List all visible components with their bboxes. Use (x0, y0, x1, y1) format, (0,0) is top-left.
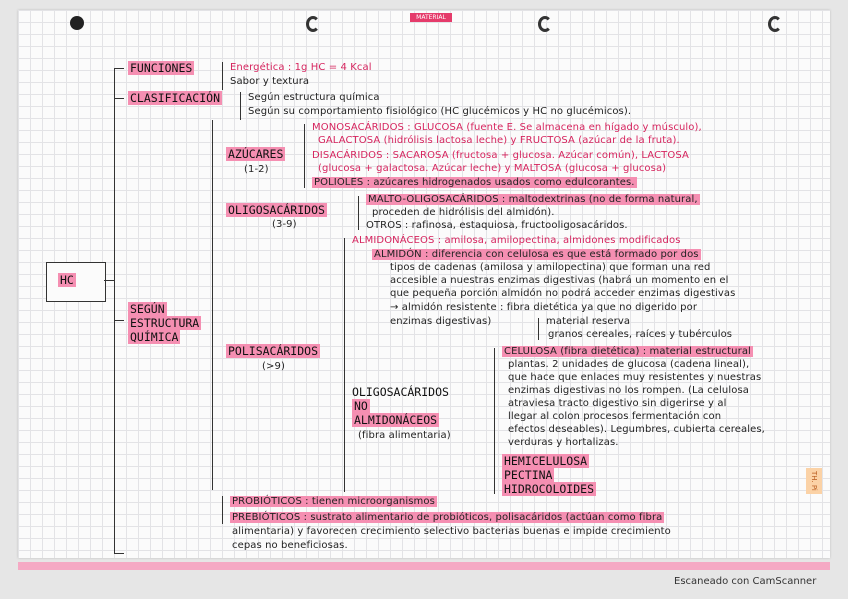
oligo-range: (3-9) (272, 219, 297, 230)
probioticos: PROBIÓTICOS : tienen microorganismos (232, 496, 435, 507)
almidon-line4: que pequeña porción almidón no podrá acceder enzimas digestivas (390, 288, 736, 299)
prebioticos-line3: cepas no beneficiosas. (232, 540, 348, 551)
clasificacion-estructura: Según estructura química (248, 92, 380, 103)
connector (104, 280, 114, 281)
scanner-footer: Escaneado con CamScanner (674, 576, 817, 587)
malto-oligosacaridos: MALTO-OLIGOSACÁRIDOS : maltodextrinas (no de forma natural, (368, 194, 698, 205)
connector (114, 98, 124, 99)
estructura-line1: SEGÚN (130, 302, 165, 316)
almidon-line3: accesible a nuestras enzimas digestivas (habrá un momento en el (390, 275, 729, 286)
funciones-heading: FUNCIONES (130, 61, 193, 75)
no-almid-line3: ALMIDONÁCEOS (354, 413, 438, 427)
binder-hole (306, 16, 320, 32)
oligo-heading: OLIGOSACÁRIDOS (228, 203, 325, 217)
poli-heading: POLISACÁRIDOS (228, 344, 319, 358)
funciones-energetica: Energética : 1g HC = 4 Kcal (230, 62, 372, 73)
brace (304, 124, 305, 188)
brace (358, 196, 359, 230)
estructura-line3: QUÍMICA (130, 330, 179, 344)
clasificacion-fisiologico: Según su comportamiento fisiológico (HC glucémicos y HC no glucémicos). (248, 106, 632, 117)
oligo-otros: OTROS : rafinosa, estaquiosa, fructooligosacáridos. (366, 220, 628, 231)
funciones-sabor: Sabor y textura (230, 76, 310, 87)
side-tab: TH. Pi (806, 468, 822, 494)
almidon-line2: tipos de cadenas (amilosa y amilopectina) que forman una red (390, 262, 711, 273)
estructura-line2: ESTRUCTURA (130, 316, 200, 330)
celulosa-line8: verduras y hortalizas. (508, 437, 619, 448)
main-brace (114, 68, 115, 554)
no-almid-line1: OLIGOSACÁRIDOS (352, 385, 449, 399)
hemicelulosa: HEMICELULOSA (504, 454, 588, 468)
celulosa-line7: efectos deseables). Legumbres, cubierta cereales, (508, 424, 765, 435)
no-almid-line2: NO (354, 399, 368, 413)
root-box (46, 262, 106, 302)
azucares-heading: AZÚCARES (228, 147, 284, 161)
poli-range: (>9) (262, 361, 285, 372)
disacaridos: DISACÁRIDOS : SACAROSA (fructosa + glucosa. Azúcar común), LACTOSA (312, 150, 689, 161)
root-label: HC (60, 273, 74, 287)
brace (538, 318, 539, 340)
estructura-brace (212, 120, 213, 490)
poli-brace (344, 238, 345, 492)
brace (222, 62, 223, 90)
monosacaridos-cont: GALACTOSA (hidrólisis lactosa leche) y FRUCTOSA (azúcar de la fruta). (318, 135, 680, 146)
celulosa-line4: enzimas digestivas no los rompen. (La celulosa (508, 385, 749, 396)
almidonaceos: ALMIDONÁCEOS : amilosa, amilopectina, almidones modificados (352, 235, 681, 246)
brace (222, 496, 223, 524)
celulosa-line5: atraviesa tracto digestivo sin digerirse y al (508, 398, 727, 409)
granos-cereales: granos cereales, raíces y tubérculos (548, 329, 733, 340)
monosacaridos: MONOSACÁRIDOS : GLUCOSA (fuente E. Se almacena en hígado y músculo), (312, 122, 702, 133)
almidon-resistente-cont: enzimas digestivas) (390, 316, 492, 327)
pectina: PECTINA (504, 468, 553, 482)
celulosa-line1: CELULOSA (fibra dietética) : material estructural (504, 346, 751, 357)
connector (114, 320, 124, 321)
celulosa-line2: plantas. 2 unidades de glucosa (cadena lineal), (508, 359, 750, 370)
connector (114, 553, 124, 554)
hidrocoloides: HIDROCOLOIDES (504, 482, 595, 496)
almidon-line1: ALMIDÓN : diferencia con celulosa es que está formado por dos (374, 249, 699, 260)
brace (240, 92, 241, 120)
binder-hole (70, 16, 84, 30)
binder-hole (768, 16, 782, 32)
connector (114, 68, 124, 69)
brace (494, 348, 495, 494)
clasificacion-heading: CLASIFICACIÓN (130, 91, 221, 105)
azucares-range: (1-2) (244, 164, 269, 175)
prebioticos-line2: alimentaria) y favorecen crecimiento selectivo bacterias buenas e impide crecimiento (232, 526, 671, 537)
celulosa-line6: llegar al colon procesos fermentación con (508, 411, 722, 422)
almidon-resistente: → almidón resistente : fibra dietética ya que no digerido por (390, 302, 698, 313)
polioles: POLIOLES : azúcares hidrogenados usados como edulcorantes. (314, 177, 635, 188)
material-reserva: material reserva (546, 316, 631, 327)
binder-hole (538, 16, 552, 32)
prebioticos-line1: PREBIÓTICOS : sustrato alimentario de probióticos, polisacáridos (actúan como fibra (232, 512, 663, 523)
disacaridos-cont: (glucosa + galactosa. Azúcar leche) y MALTOSA (glucosa + glucosa) (318, 163, 667, 174)
bottom-band (18, 562, 830, 570)
brand-logo: MATERIAL (410, 13, 452, 22)
celulosa-line3: que hace que enlaces muy resistentes y nuestras (508, 372, 762, 383)
no-almid-fibra: (fibra alimentaria) (358, 430, 451, 441)
malto-cont: proceden de hidrólisis del almidón). (372, 207, 555, 218)
